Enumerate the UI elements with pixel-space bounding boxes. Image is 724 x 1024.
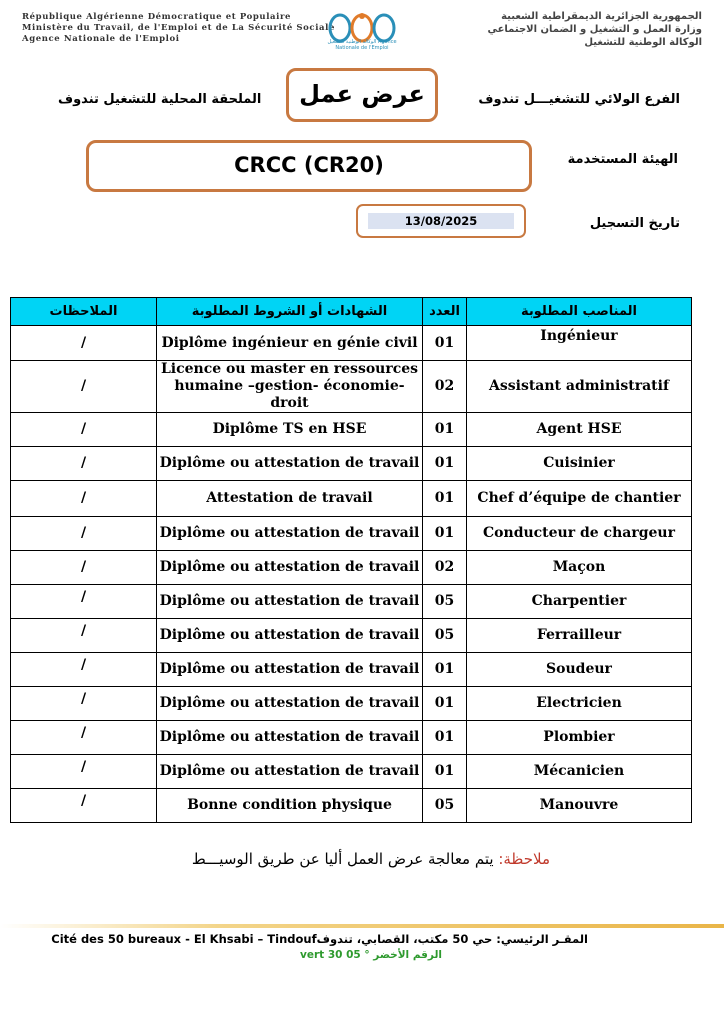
cell-requirements: Diplôme ou attestation de travail: [157, 687, 423, 721]
note: [180, 850, 550, 868]
cell-requirements: Bonne condition physique: [157, 789, 423, 823]
cell-position: Charpentier: [467, 585, 692, 619]
cell-notes: /: [11, 721, 157, 755]
cell-notes: /: [11, 687, 157, 721]
logo-caption: الوكالة الوطنية للتشغيل Agence Nationale de l'Emploi: [327, 39, 397, 51]
cell-count: 01: [423, 653, 467, 687]
cell-notes: /: [11, 619, 157, 653]
table-row: [11, 619, 692, 653]
header-count: العدد: [423, 298, 467, 326]
registration-date: 13/08/2025: [368, 213, 514, 229]
table-row: [11, 721, 692, 755]
cell-position: Electricien: [467, 687, 692, 721]
footer-divider: [0, 924, 724, 928]
table-row: [11, 413, 692, 447]
footer-address-ar: المقـر الرئيسي: حي 50 مكتب، القصابي، تندوف: [316, 932, 588, 946]
table-row: [11, 447, 692, 481]
header-ar: [487, 10, 702, 49]
header-notes: الملاحظات: [11, 298, 157, 326]
cell-position: Soudeur: [467, 653, 692, 687]
header-ar-line: الوكالة الوطنية للتشغيل: [584, 37, 702, 48]
table-header-row: [11, 298, 692, 326]
date-box: [356, 204, 526, 238]
title-box: [286, 68, 438, 122]
cell-notes: /: [11, 326, 157, 361]
cell-requirements: Attestation de travail: [157, 481, 423, 517]
cell-position: Ferrailleur: [467, 619, 692, 653]
cell-requirements: Licence ou master en ressources humaine –gestion- économie-droit: [157, 361, 423, 413]
cell-position: Maçon: [467, 551, 692, 585]
cell-requirements: Diplôme ou attestation de travail: [157, 447, 423, 481]
employer-name: CRCC (CR20): [234, 153, 384, 177]
cell-position: Agent HSE: [467, 413, 692, 447]
cell-position: Conducteur de chargeur: [467, 517, 692, 551]
employer-label: الهيئة المستخدمة: [567, 152, 678, 167]
footer-address-fr: Cité des 50 bureaux - El Khsabi – Tindouf: [51, 932, 317, 946]
table-row: [11, 585, 692, 619]
cell-position: Chef d’équipe de chantier: [467, 481, 692, 517]
cell-notes: /: [11, 413, 157, 447]
footer-green-number: [200, 949, 442, 961]
header-fr: [22, 12, 335, 45]
cell-requirements: Diplôme ou attestation de travail: [157, 585, 423, 619]
cell-notes: /: [11, 789, 157, 823]
cell-requirements: Diplôme ou attestation de travail: [157, 551, 423, 585]
table-row: [11, 755, 692, 789]
header-fr-line: Agence Nationale de l'Emploi: [22, 34, 180, 44]
note-label: ملاحظة:: [498, 850, 550, 868]
cell-count: 01: [423, 413, 467, 447]
employer-box: [86, 140, 532, 192]
cell-notes: /: [11, 755, 157, 789]
cell-position: Cuisinier: [467, 447, 692, 481]
table-row: [11, 653, 692, 687]
cell-count: 05: [423, 585, 467, 619]
header-position: المناصب المطلوبة: [467, 298, 692, 326]
header-ar-line: وزارة العمل و التشغيل و الضمان الاجتماعي: [487, 24, 702, 35]
header-ar-line: الجمهورية الجزائرية الديمقراطية الشعبية: [501, 11, 702, 22]
table-row: [11, 687, 692, 721]
cell-count: 01: [423, 517, 467, 551]
cell-count: 02: [423, 551, 467, 585]
table-row: [11, 481, 692, 517]
cell-notes: /: [11, 481, 157, 517]
cell-count: 01: [423, 447, 467, 481]
header-requirements: الشهادات أو الشروط المطلوبة: [157, 298, 423, 326]
cell-count: 05: [423, 789, 467, 823]
footer-address: [40, 932, 588, 946]
cell-notes: /: [11, 653, 157, 687]
cell-count: 02: [423, 361, 467, 413]
green-number: vert 30 05 °: [300, 949, 370, 961]
cell-notes: /: [11, 551, 157, 585]
cell-position: Manouvre: [467, 789, 692, 823]
table-row: [11, 517, 692, 551]
cell-notes: /: [11, 447, 157, 481]
cell-requirements: Diplôme ingénieur en génie civil: [157, 326, 423, 361]
cell-notes: /: [11, 517, 157, 551]
header-fr-line: République Algérienne Démocratique et Populaire: [22, 12, 292, 22]
cell-position: Plombier: [467, 721, 692, 755]
cell-count: 01: [423, 481, 467, 517]
cell-notes: /: [11, 361, 157, 413]
cell-position: Assistant administratif: [467, 361, 692, 413]
cell-requirements: Diplôme ou attestation de travail: [157, 619, 423, 653]
table-row: [11, 551, 692, 585]
right-branch-label: الفرع الولائي للتشغيـــل تندوف: [478, 92, 680, 107]
page-title: عرض عمل: [299, 80, 425, 108]
cell-notes: /: [11, 585, 157, 619]
cell-count: 01: [423, 326, 467, 361]
cell-count: 01: [423, 755, 467, 789]
green-label: الرقم الأخضر: [373, 949, 442, 961]
left-branch-label: الملحقة المحلية للتشغيل تندوف: [58, 92, 262, 107]
cell-count: 05: [423, 619, 467, 653]
date-label: تاريخ التسجيل: [589, 216, 680, 231]
cell-requirements: Diplôme ou attestation de travail: [157, 721, 423, 755]
job-table: [10, 297, 692, 823]
cell-requirements: Diplôme TS en HSE: [157, 413, 423, 447]
cell-position: Mécanicien: [467, 755, 692, 789]
cell-count: 01: [423, 687, 467, 721]
cell-requirements: Diplôme ou attestation de travail: [157, 653, 423, 687]
table-row: [11, 789, 692, 823]
table-row: [11, 361, 692, 413]
cell-requirements: Diplôme ou attestation de travail: [157, 755, 423, 789]
note-text: يتم معالجة عرض العمل أليا عن طريق الوسيـــط: [191, 850, 494, 868]
cell-requirements: Diplôme ou attestation de travail: [157, 517, 423, 551]
cell-position: Ingénieur: [467, 326, 692, 361]
table-row: [11, 326, 692, 361]
header-fr-line: Ministère du Travail, de l'Emploi et de La Sécurité Sociale: [22, 23, 335, 33]
cell-count: 01: [423, 721, 467, 755]
